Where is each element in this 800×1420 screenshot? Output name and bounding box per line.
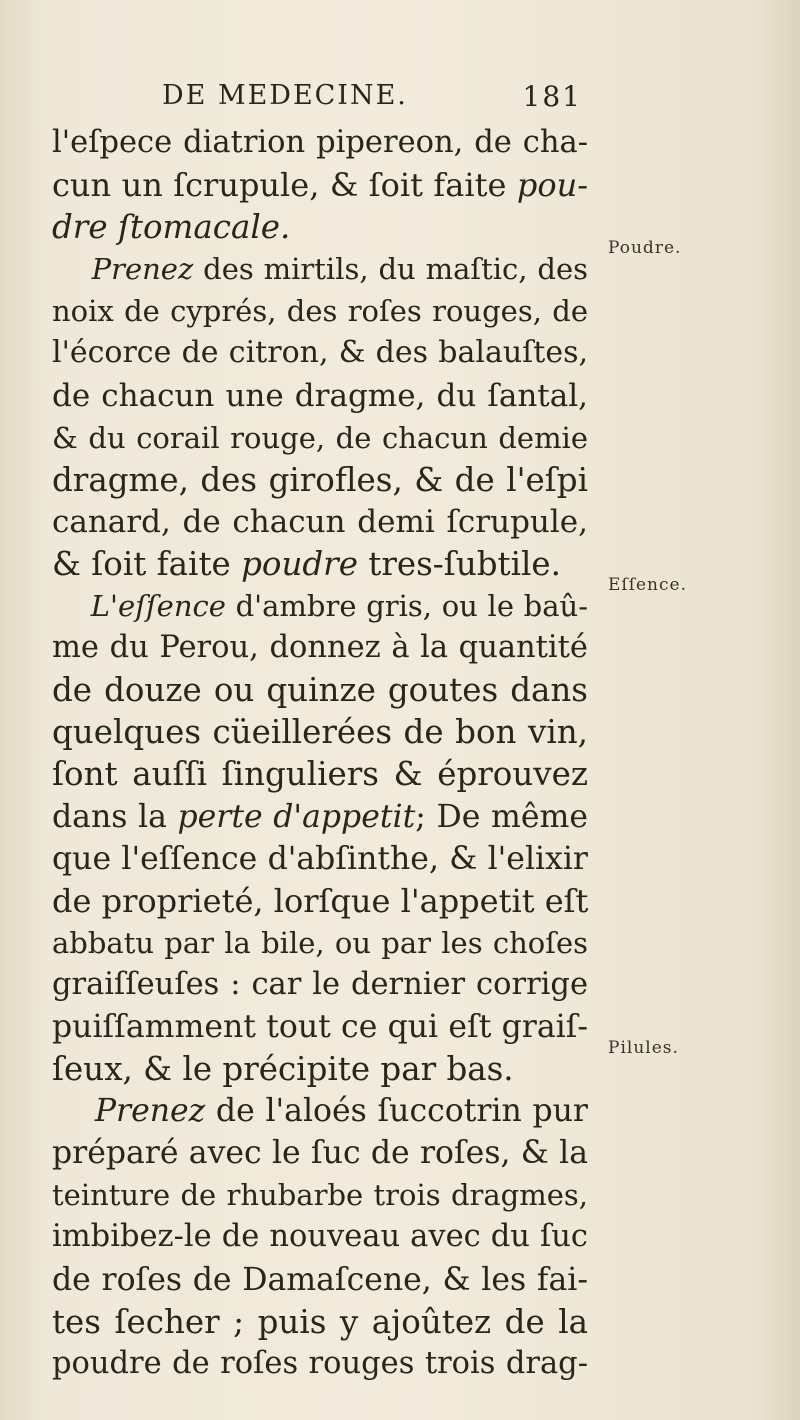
- text-segment: puiſſamment tout ce qui eſt graiſ-: [52, 1008, 588, 1045]
- text-segment: d'ambre gris, ou le baû-: [225, 589, 589, 624]
- text-line: [52, 248, 588, 290]
- text-segment: poudre de roſes rouges trois drag-: [52, 1345, 588, 1381]
- text-segment: teinture de rhubarbe trois dragmes,: [52, 1178, 588, 1213]
- text-line: [52, 501, 588, 543]
- text-line: [52, 459, 588, 501]
- text-segment: & ſoit faite: [52, 544, 242, 583]
- text-line: [52, 1259, 588, 1301]
- text-segment: [52, 1093, 95, 1129]
- text-segment: imbibez-le de nouveau avec du ſuc: [52, 1219, 588, 1255]
- text-segment: noix de cyprés, des roſes rouges, de: [52, 294, 588, 329]
- text-segment: de proprieté, lorſque l'appetit eſt: [52, 881, 589, 920]
- text-segment: ſont auſſi ſinguliers & éprouvez: [52, 755, 588, 794]
- margin-note: Poudre.: [608, 238, 682, 259]
- text-line: [52, 1216, 588, 1258]
- text-segment: [52, 252, 92, 286]
- italic-text: L'eſſence: [90, 589, 226, 624]
- text-line: [52, 1132, 588, 1174]
- text-line: [52, 669, 588, 711]
- text-line: [52, 627, 588, 669]
- text-line: [52, 1174, 588, 1216]
- text-line: [52, 711, 588, 753]
- text-line: [52, 164, 588, 206]
- italic-text: Prenez: [94, 1093, 206, 1130]
- text-line: [52, 375, 588, 417]
- text-segment: tes ſecher ; puis y ajoûtez de la: [52, 1302, 588, 1341]
- text-line: [52, 964, 588, 1006]
- text-line: [52, 332, 588, 374]
- running-title: DE MEDECINE.: [162, 80, 408, 111]
- text-segment: dragme, des girofles, & de l'eſpi: [52, 460, 588, 499]
- text-segment: ſeux, & le précipite par bas.: [52, 1050, 514, 1089]
- text-segment: graiſſeuſes : car le dernier corrige: [52, 966, 588, 1002]
- italic-text: poudre: [241, 544, 358, 583]
- text-line: [52, 122, 588, 164]
- text-segment: & du corail rouge, de chacun demie: [52, 420, 588, 455]
- text-line: [52, 417, 588, 459]
- text-segment: me du Perou, donnez à la quantité: [52, 630, 588, 666]
- text-line: [52, 922, 588, 964]
- text-segment: de roſes de Damaſcene, & les fai-: [52, 1261, 588, 1298]
- text-line: [52, 543, 588, 585]
- body-text: [52, 122, 588, 1385]
- text-segment: cun un ſcrupule, & ſoit faite: [52, 166, 517, 205]
- text-line: [52, 838, 588, 880]
- text-segment: tres-ſubtile.: [357, 544, 561, 583]
- text-segment: quelques cüeillerées de bon vin,: [52, 713, 588, 752]
- text-line: [52, 880, 588, 922]
- text-line: [52, 1301, 588, 1343]
- italic-text: pou-: [516, 166, 588, 205]
- margin-note: Pilules.: [608, 1038, 679, 1059]
- page-number: 181: [522, 80, 582, 113]
- text-segment: dans la: [52, 798, 178, 835]
- text-line: [52, 585, 588, 627]
- running-header: [162, 80, 582, 120]
- text-segment: [52, 589, 91, 623]
- text-line: [52, 1090, 588, 1132]
- text-segment: de chacun une dragme, du ſantal,: [52, 377, 588, 414]
- text-line: [52, 796, 588, 838]
- text-segment: ; De même: [415, 798, 588, 835]
- text-line: [52, 1343, 588, 1385]
- italic-text: dre ſtomacale.: [52, 208, 291, 247]
- text-segment: l'eſpece diatrion pipereon, de cha-: [52, 125, 588, 160]
- text-line: [52, 753, 588, 795]
- margin-note: Eſſence.: [608, 575, 687, 596]
- text-segment: de l'aloés ſuccotrin pur: [205, 1093, 588, 1130]
- text-segment: que l'eſſence d'abſinthe, & l'elixir: [52, 840, 588, 877]
- text-line: [52, 290, 588, 332]
- text-segment: préparé avec le ſuc de roſes, & la: [52, 1135, 588, 1172]
- text-line: [52, 1006, 588, 1048]
- italic-text: perte d'appetit: [177, 798, 416, 835]
- text-segment: des mirtils, du maſtic, des: [193, 252, 589, 287]
- text-segment: de douze ou quinze goutes dans: [52, 671, 588, 710]
- italic-text: Prenez: [91, 252, 194, 287]
- text-line: [52, 1048, 588, 1090]
- text-segment: abbatu par la bile, ou par les choſes: [52, 925, 588, 960]
- text-segment: l'écorce de citron, & des balauſtes,: [52, 335, 588, 371]
- text-segment: canard, de chacun demi ſcrupule,: [52, 503, 588, 540]
- text-line: [52, 206, 588, 248]
